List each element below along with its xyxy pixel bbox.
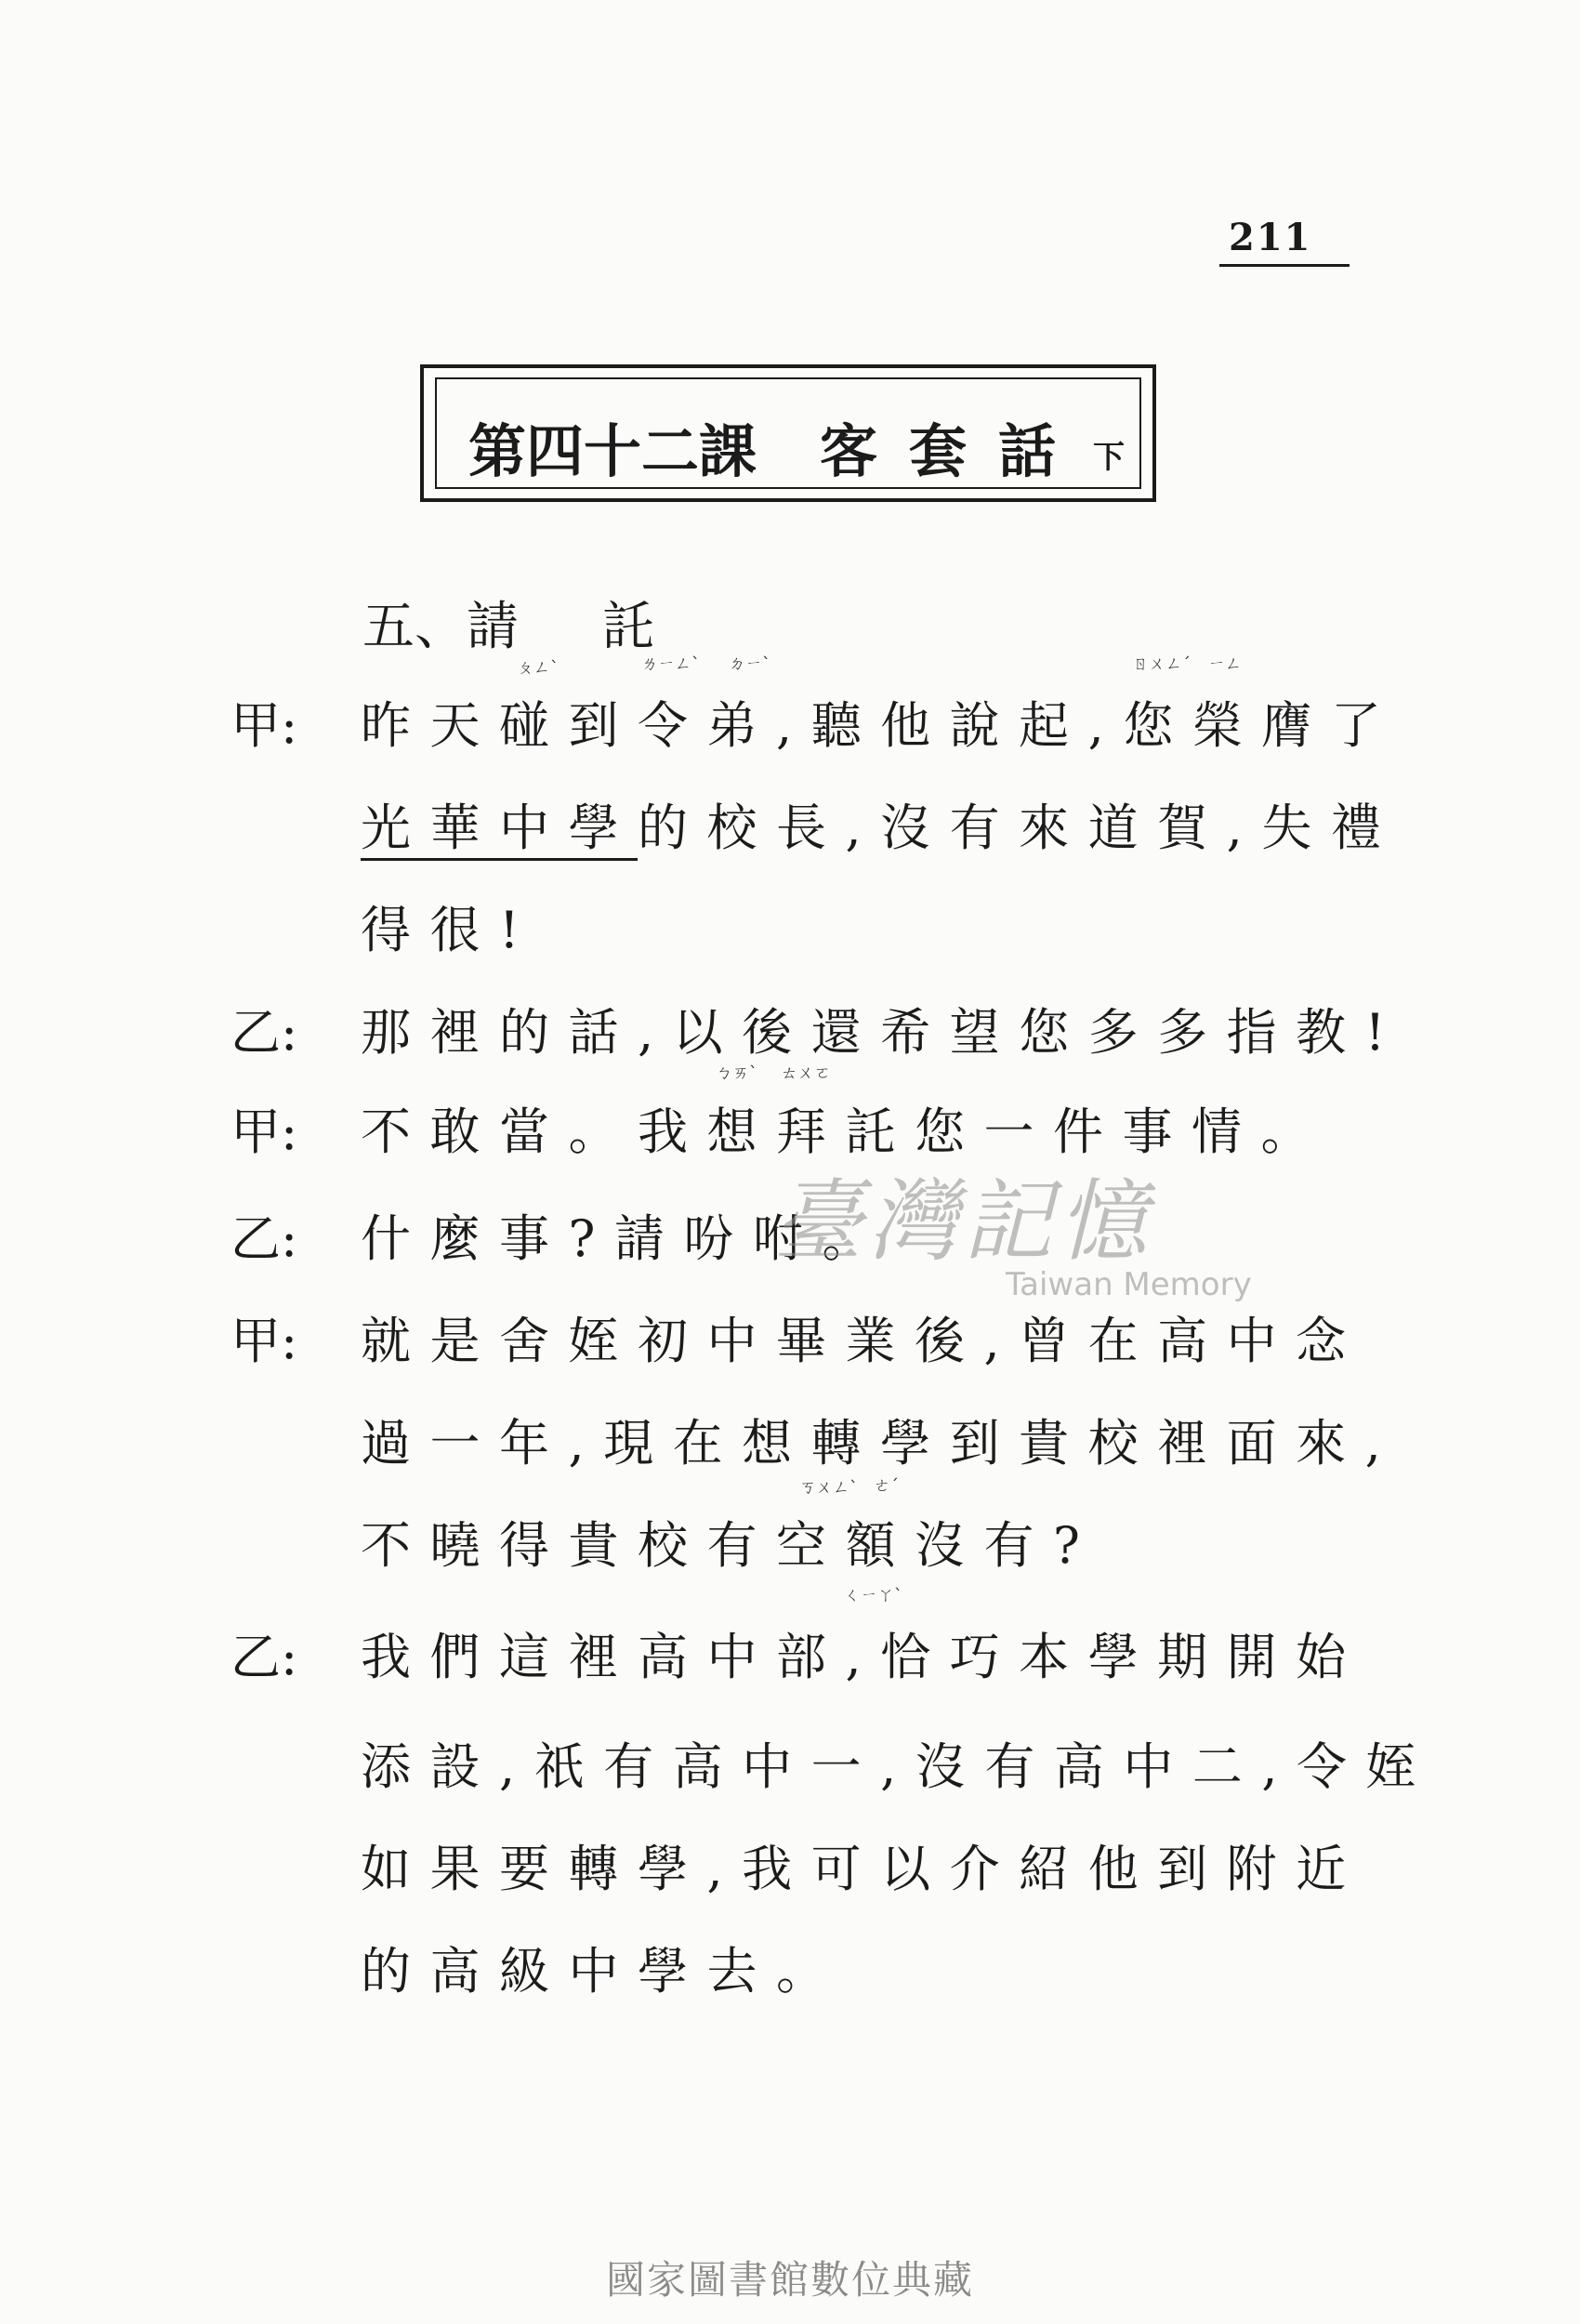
lesson-number: 第四十二課 (468, 417, 757, 485)
dialogue-text: 得很! (361, 901, 539, 959)
section-heading (362, 586, 738, 660)
dialogue-text: 不敢當。我想拜託您一件事情。 (361, 1103, 1330, 1161)
dialogue-text: 就是舍姪初中畢業後,曾在高中念 (361, 1312, 1365, 1370)
lesson-part: 下 (1093, 439, 1125, 476)
proper-noun-underlined: 光華中學 (361, 799, 638, 857)
dialogue-line (361, 1618, 1365, 1689)
dialogue-text: 的校長,沒有來道賀,失禮 (638, 799, 1401, 857)
watermark-chars: 臺灣記憶 (773, 1169, 1152, 1274)
page-number-rule (1219, 264, 1350, 267)
dialogue-line (361, 891, 538, 962)
dialogue-text: 什麼事?請吩咐。 (361, 1209, 891, 1268)
dialogue-line (361, 1932, 846, 2003)
phonetic-annotation: ㄜˊ (874, 1476, 899, 1496)
phonetic-annotation: ㄊㄨㄛ (781, 1063, 831, 1083)
speaker-label: 乙: (230, 1003, 298, 1062)
phonetic-annotation: ㄑㄧㄚˋ (844, 1586, 902, 1605)
dialogue-line (361, 1506, 1099, 1578)
dialogue-text: 我們這裡高中部,恰巧本學期開始 (361, 1628, 1365, 1686)
phonetic-annotation: ㄖㄨㄥˊ (1132, 654, 1191, 674)
dialogue-line (361, 1727, 1435, 1799)
dialogue-line (361, 993, 1404, 1064)
dialogue-line (361, 1829, 1365, 1901)
phonetic-annotation: ㄆㄥˋ (517, 658, 559, 678)
dialogue-text: 不曉得貴校有空額沒有? (361, 1516, 1099, 1575)
phonetic-annotation: ㄉㄧˋ (729, 654, 770, 674)
dialogue-text: 添設,祇有高中一,沒有高中二,令姪 (361, 1737, 1435, 1796)
dialogue-line (361, 788, 1400, 860)
dialogue-text: 過一年,現在想轉學到貴校裡面來, (361, 1414, 1401, 1472)
page-number: 211 (1229, 216, 1312, 259)
library-footer: 國家圖書館數位典藏 (605, 2257, 974, 2303)
lesson-topic: 客套話 (820, 417, 1088, 485)
dialogue-text: 昨天碰到令弟,聽他說起,您榮膺了 (361, 696, 1401, 755)
speaker-label: 甲: (230, 696, 298, 755)
dialogue-line (361, 686, 1400, 758)
section-title: 請託 (467, 597, 738, 657)
speaker-label: 乙: (230, 1209, 298, 1268)
watermark-latin: Taiwan Memory (1006, 1266, 1252, 1303)
dialogue-text: 如果要轉學,我可以介紹他到附近 (361, 1840, 1365, 1898)
lesson-title-box (420, 364, 1156, 502)
phonetic-annotation: ㄌㄧㄥˋ (641, 654, 700, 674)
dialogue-text: 那裡的話,以後還希望您多多指教! (361, 1003, 1404, 1062)
speaker-label: 甲: (230, 1312, 298, 1370)
speaker-label: 甲: (230, 1103, 298, 1161)
watermark (764, 1151, 1284, 1318)
dialogue-line (361, 1404, 1400, 1475)
section-number: 五、 (362, 597, 467, 657)
phonetic-annotation: ㄅㄞˋ (716, 1063, 757, 1083)
phonetic-annotation: ㄧㄥ (1208, 654, 1242, 674)
dialogue-text: 的高級中學去。 (361, 1942, 846, 2000)
lesson-title-inner-border (435, 377, 1141, 489)
phonetic-annotation: ㄎㄨㄥˋ (799, 1478, 858, 1498)
speaker-label: 乙: (230, 1628, 298, 1686)
